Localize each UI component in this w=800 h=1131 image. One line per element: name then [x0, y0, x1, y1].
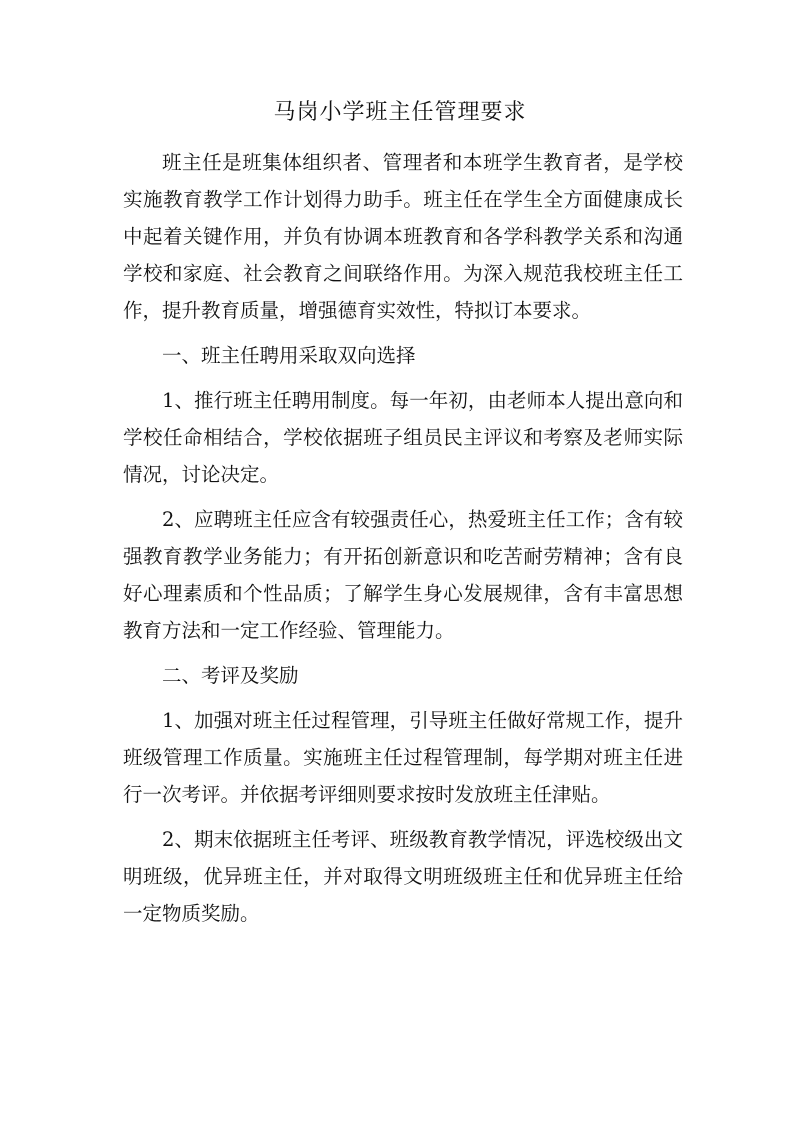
document-body [123, 144, 683, 940]
document-title: 马岗小学班主任管理要求 [273, 100, 527, 125]
section-heading-1: 一、班主任聘用采取双向选择 [162, 344, 416, 367]
section-1-item-1: 1、推行班主任聘用制度。每一年初，由老师本人提出意向和学校任命相结合，学校依据班子组员民主评议和考察及老师实际情况，讨论决定。 [123, 389, 683, 486]
section-2-item-2: 2、期末依据班主任考评、班级教育教学情况，评选校级出文明班级，优异班主任，并对取得文明班级班主任和优异班主任给一定物质奖励。 [123, 828, 683, 925]
section-heading-2: 二、考评及奖励 [162, 664, 299, 687]
section-2-item-1: 1、加强对班主任过程管理，引导班主任做好常规工作，提升班级管理工作质量。实施班主任过程管理制，每学期对班主任进行一次考评。并依据考评细则要求按时发放班主任津贴。 [123, 709, 683, 806]
intro-paragraph: 班主任是班集体组织者、管理者和本班学生教育者，是学校实施教育教学工作计划得力助手。班主任在学生全方面健康成长中起着关键作用，并负有协调本班教育和各学科教学关系和沟通学校和家庭、社会教育之间联络作用。为深入规范我校班主任工作，提升教育质量，增强德育实效性，特拟订本要求。 [123, 151, 683, 322]
section-1-item-2: 2、应聘班主任应含有较强责任心，热爱班主任工作；含有较强教育教学业务能力；有开拓创新意识和吃苦耐劳精神；含有良好心理素质和个性品质；了解学生身心发展规律，含有丰富思想教育方法和一定工作经验、管理能力。 [123, 508, 683, 642]
